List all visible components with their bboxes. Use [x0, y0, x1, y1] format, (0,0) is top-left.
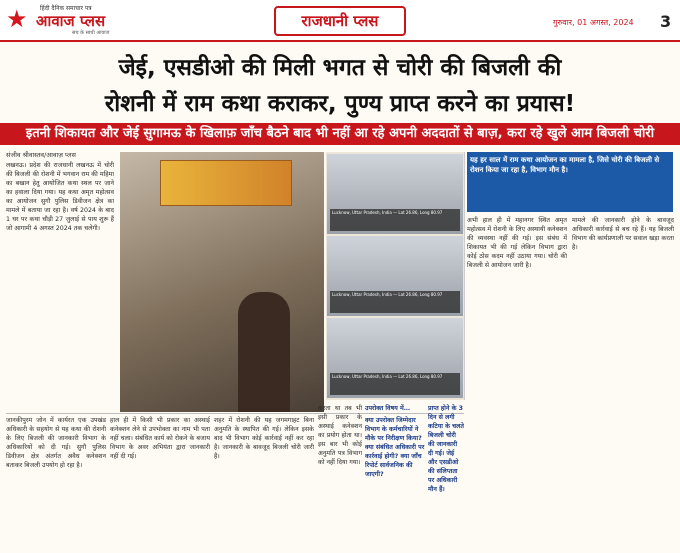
column-left: जानकीपुरम जोन में कार्यरत एक उपखंड अधिकारी के सहयोग से यह कथा की रोशनी के लिए बिजली की जानकारी विभाग के अधिकारियों को दी गई। सुगौ पुलिस डिवीजन क्षेत्र अंतर्गत अवैध कनेक्शन बताकर बिजली उपयोग हो रहा है। [6, 417, 106, 469]
qa-title: उपरोक्त विषय में… [365, 405, 411, 412]
right-column-2: मामले की जानकारी होने के बावजूद अधिकारी कार्रवाई से बच रहे हैं। यह बिजली विभाग की कार्यप्रणाली पर सवाल खड़ा करता है। [572, 217, 674, 251]
logo-tagline: हिंदी दैनिक समाचार पत्र [40, 5, 92, 12]
gallery-photo [327, 318, 463, 398]
geotag-caption: Lucknow, Uttar Pradesh, India — Lat 26.86, Long 80.97 [330, 209, 460, 231]
byline: संजीव श्रीवास्तव/आवाज़ प्लस [6, 151, 76, 159]
gallery-photo [327, 154, 463, 234]
intro-text: लखनऊ। प्रदेश की राजधानी लखनऊ में चोरी की बिजली की रोशनी में भगवान राम की महिमा का बखान हेतु आयोजित कथा स्थल पर जाने का हवाला दिया गया। यह कथा अमृत महोत्सव का आयोजन सुगौ पुलिस डिवीजन क्षेत्र का मामले में बताया जा रहा है। वर्ष 2024 के बाद 1 घर पर कथा चौड़ी 27 जुलाई से पाय शुरू हैं जो आगामी 4 अगस्त 2024 तक चलेगी। [6, 162, 114, 232]
column-mid-2: शहर में रोशनी की यह जगमगाहट बिना अनुमति के स्थापित की गई। लेकिन इसके बाद भी विभाग कोई कार्रवाई नहीं कर रहा है। जानकारी के बावजूद बिजली चोरी जारी है। [214, 417, 314, 460]
headline [14, 50, 666, 122]
masthead [0, 0, 680, 42]
event-photo [120, 152, 324, 412]
subheadline: इतनी शिकायत और जेई सुगामऊ के खिलाफ़ जाँच बैठने बाद भी नहीं आ रहे अपनी अददातों से बाज़, करा रहे खुले आम बिजली चोरी [0, 123, 680, 145]
star-icon: ★ [6, 5, 28, 33]
section-title: राजधानी प्लस [274, 6, 406, 36]
photo-caption: यह हर साल में राम कथा आयोजन का मामला है, जिसे चोरी की बिजली से रोशन किया जा रहा है, विभाग मौन है। [467, 152, 673, 212]
event-banner [160, 160, 292, 206]
headline-line-1: जेई, एसडीओ की मिली भगत से चोरी की बिजली की [118, 55, 562, 81]
newspaper-logo [6, 4, 156, 36]
column-mid: हाल ही में किसी भी प्रकार का अस्थाई कनेक्शन लेने से उपभोक्ता का नाम भी पता नहीं चला। संबंधित कार्य को रोकने के बजाय विभाग के अवर अभियंता द्वारा जानकारी नहीं दी गई। [110, 417, 210, 460]
gallery-photo [327, 236, 463, 316]
logo-name: आवाज प्लस [36, 12, 106, 30]
headline-line-2: रोशनी में राम कथा कराकर, पुण्य प्राप्त करने का प्रयास! [104, 91, 576, 117]
photo-gallery [326, 152, 465, 400]
qa-right: प्राप्त होने के 3 दिन से लगी कटिया के चलते बिजली चोरी की जानकारी दी गई। जेई और एसडीओ की संलिप्तता पर अधिकारी मौन हैं। [428, 405, 464, 493]
logo-subtitle: सच के साथी आवाज [72, 30, 110, 36]
person-figure [238, 292, 290, 412]
dateline: गुरुवार, 01 अगस्त, 2024 [553, 18, 634, 27]
qa-left: क्या उपरोक्त जिम्मेदार विभाग के कर्मचारियों ने मौके पर निरीक्षण किया? क्या संबंधित अधिकारी पर कार्रवाई होगी? क्या जाँच रिपोर्ट सार्वजनिक की जाएगी? [365, 417, 425, 478]
right-column-1: अभी हाल ही में महानगर स्थित अमृत महोत्सव में रोशनी के लिए अस्थायी कनेक्शन की व्यवस्था नहीं की गई। इस संबंध में शिकायत भी की गई लेकिन विभाग द्वारा कोई ठोस कदम नहीं उठाया गया। चोरी की बिजली से आयोजन जारी है। [467, 217, 567, 269]
column-mid-3: करता था तब भी इसी प्रकार के अस्थाई कनेक्शन का प्रयोग होता था। इस बार भी कोई अनुमति पत्र विभाग को नहीं दिया गया। [318, 405, 362, 466]
geotag-caption: Lucknow, Uttar Pradesh, India — Lat 26.86, Long 80.97 [330, 373, 460, 395]
geotag-caption: Lucknow, Uttar Pradesh, India — Lat 26.86, Long 80.97 [330, 291, 460, 313]
page-number: 3 [660, 12, 672, 31]
